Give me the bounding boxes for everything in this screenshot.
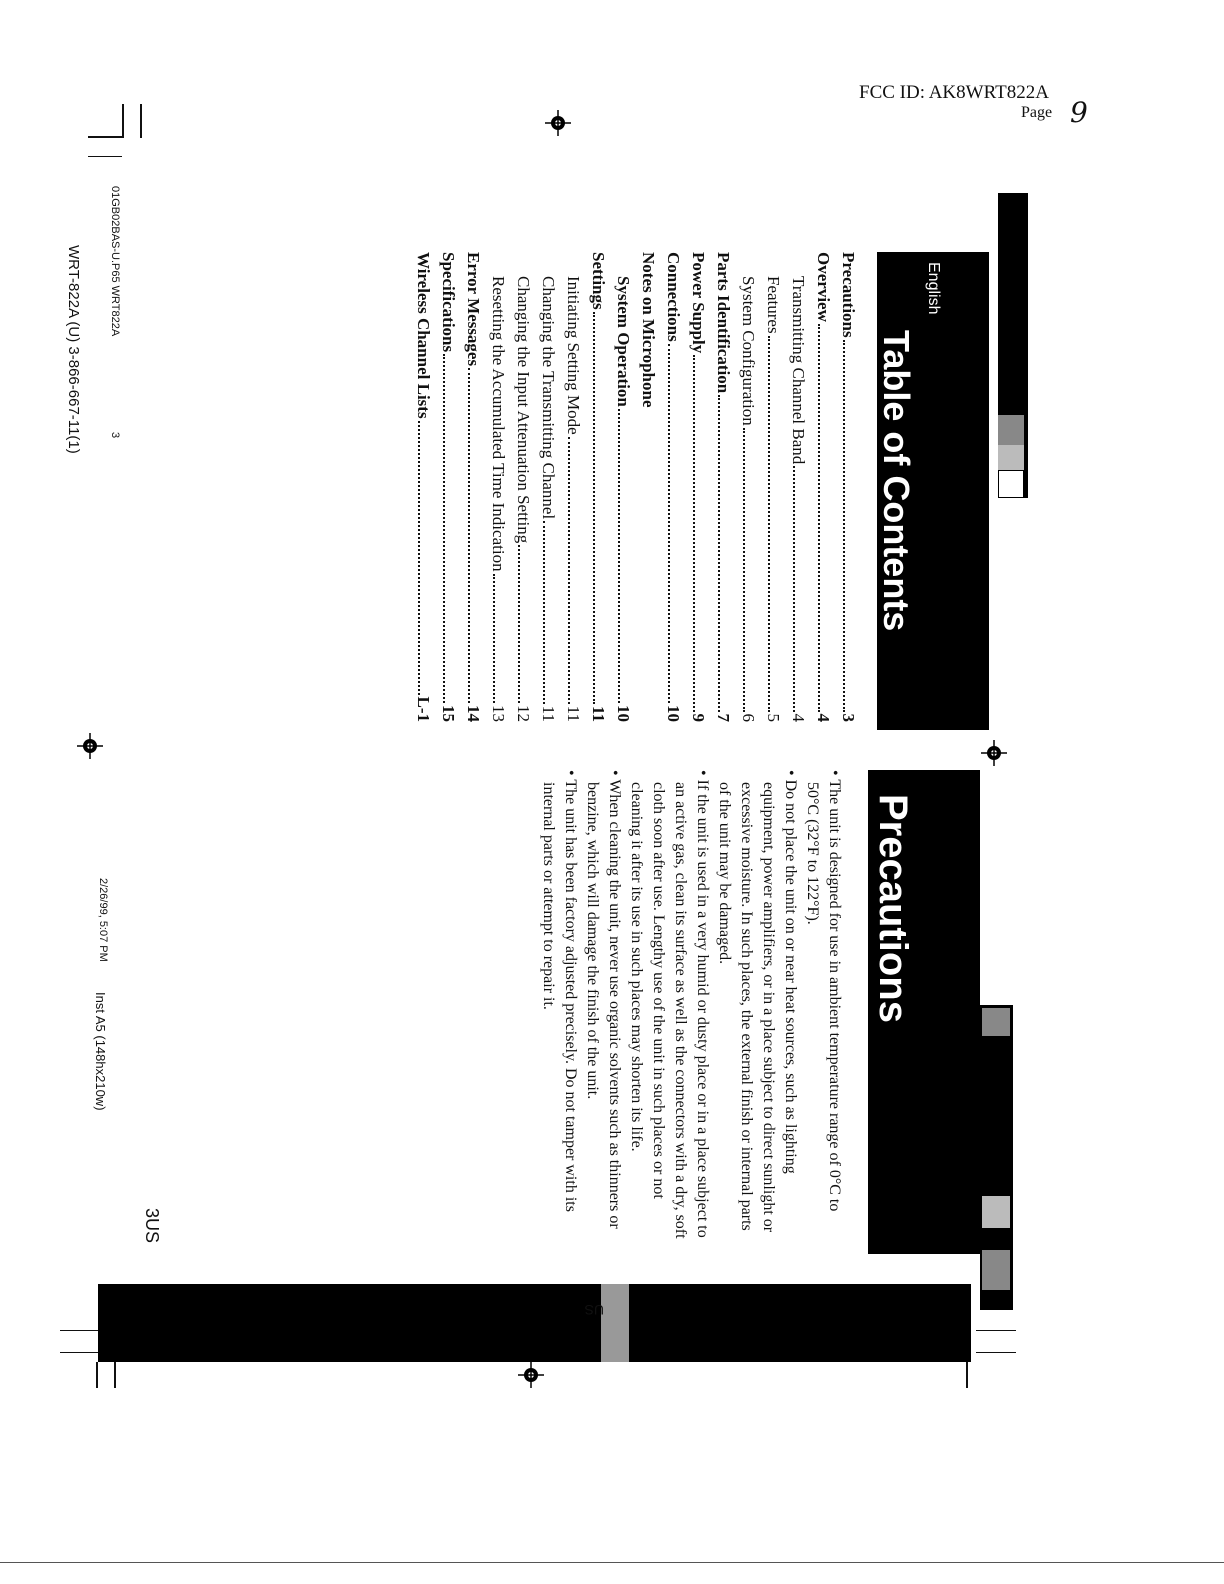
toc-entry-label: Transmitting Channel Band [789,276,808,465]
toc-leader-dots [818,324,820,712]
toc-language-tab: English [925,262,942,315]
toc-entry [708,252,733,722]
toc-leader-dots [718,395,720,711]
toc-list [408,252,858,722]
toc-entry-page: 4 [789,713,808,722]
slug-page: 3 [109,432,121,439]
toc-entry-page: 9 [689,713,708,722]
toc-entry [833,252,858,722]
slug-date: 2/26/99, 5:07 PM [97,878,109,962]
toc-entry-label: Power Supply [689,252,708,354]
toc-leader-dots [693,355,695,711]
toc-leader-dots [468,368,470,703]
toc-leader-dots [743,428,745,712]
toc-leader-dots [793,466,795,711]
slug-file: 01GB02BAS-U.P65 WRT822A [109,186,121,337]
toc-leader-dots [493,574,495,703]
toc-title: Table of Contents [876,330,917,632]
toc-entry-page: 11 [539,705,558,722]
crop-mark [114,1362,116,1388]
toc-entry-label: Error Messages [464,252,483,367]
color-strip-swatch [998,470,1024,498]
crop-mark [966,1362,968,1388]
toc-entry-page: 10 [664,705,683,722]
toc-entry-page: 13 [489,705,508,722]
toc-entry-page: 11 [589,705,608,722]
toc-entry [683,252,708,722]
toc-entry [633,252,658,722]
language-side-bar [98,1284,971,1362]
toc-entry-page: 10 [614,705,633,722]
toc-entry-label: Changing the Transmitting Channel [539,276,558,520]
toc-entry-label: System Operation [614,276,633,407]
slug-format: Inst A5 (148hx210w) [93,992,108,1111]
us-badge [601,1284,629,1362]
toc-entry-label: Specifications [439,252,458,353]
crop-mark [60,1330,100,1331]
toc-leader-dots [843,340,845,712]
color-strip-swatch [998,445,1024,470]
color-strip-swatch [982,1250,1010,1290]
toc-leader-dots [418,421,420,695]
toc-entry-page: 11 [564,705,583,722]
toc-leader-dots [618,409,620,703]
toc-entry-label: Changing the Input Attenuation Setting [514,276,533,544]
toc-leader-dots [593,312,595,704]
color-strip-swatch [998,415,1024,445]
toc-entry [508,252,533,722]
toc-entry-label: Features [764,276,783,334]
toc-entry [608,252,633,722]
toc-entry-label: Settings [589,252,608,310]
crop-mark [976,1352,1016,1353]
precaution-item: • The unit has been factory adjusted precisely. Do not tamper with its internal parts or attempt to repair it. [540,770,579,1212]
toc-leader-dots [668,344,670,703]
crop-mark [140,104,142,138]
toc-entry-label: Connections [664,252,683,342]
toc-leader-dots [568,437,570,704]
slug-model: WRT-822A (U) 3-866-667-11(1) [65,245,82,454]
toc-leader-dots [443,354,445,703]
precaution-item: • Do not place the unit on or near heat sources, such as lighting equipment, power amplifiers, or in a place subject to direct sunlight or excessive moisture. In such places, the external finish or internal parts of the unit may be damaged. [716,770,799,1233]
toc-entry [758,252,783,722]
precaution-item: • When cleaning the unit, never use organic solvents such as thinners or benzine, which will damage the finish of the unit. [584,770,623,1229]
toc-entry [733,252,758,722]
color-strip-swatch [982,1196,1010,1228]
toc-entry [533,252,558,722]
registration-mark-icon [981,740,1007,766]
toc-entry [458,252,483,722]
toc-leader-dots [518,545,520,703]
toc-entry-label: Wireless Channel Lists [414,252,433,419]
toc-entry-page: 5 [764,713,783,722]
toc-entry [583,252,608,722]
toc-entry-page: 7 [714,713,733,722]
toc-entry-label: Resetting the Accumulated Time Indication [489,276,508,572]
toc-entry [483,252,508,722]
toc-entry [408,252,433,722]
precaution-item: • The unit is designed for use in ambient temperature range of 0°C to 50°C (32°F to 122°F). [804,770,843,1212]
crop-mark [60,1352,100,1353]
toc-entry [433,252,458,722]
us-badge-label: US [584,1302,604,1318]
toc-entry-label: Notes on Microphone [639,252,658,408]
crop-mark [0,1562,1224,1563]
toc-leader-dots [768,336,770,712]
color-strip-swatch [982,1008,1010,1036]
registration-mark-icon [545,110,571,136]
page-number: 9 [1070,96,1088,129]
crop-mark [96,1362,98,1388]
toc-entry-page: L-1 [414,696,433,722]
registration-mark-icon [518,1362,544,1388]
toc-entry-label: System Configuration [739,276,758,426]
toc-entry-label: Overview [814,252,833,322]
toc-entry [808,252,833,722]
toc-entry-label: Parts Identification [714,252,733,394]
toc-leader-dots [543,521,545,703]
precautions-title: Precautions [871,794,915,1023]
toc-entry [558,252,583,722]
fcc-id: FCC ID: AK8WRT822A [859,82,1049,103]
toc-entry-label: Precautions [839,252,858,338]
toc-entry [658,252,683,722]
registration-mark-icon [77,733,103,759]
toc-entry-page: 6 [739,713,758,722]
page-code: 3US [142,1208,162,1244]
crop-mark [88,136,122,138]
toc-entry-page: 14 [464,705,483,722]
crop-mark [122,104,124,138]
precautions-body [537,770,845,1240]
toc-entry-page: 15 [439,705,458,722]
toc-entry-page: 4 [814,713,833,722]
toc-entry-page: 3 [839,713,858,722]
precaution-item: • If the unit is used in a very humid or dusty place or in a place subject to an active gas, clean its surface as well as the connectors with a dry, soft cloth soon after use. Lengthy use of the unit in such places or not cleaning it after its use in such places may shorten its life. [628,770,711,1239]
side-bar-language: English [517,1264,590,1286]
toc-entry-page: 12 [514,705,533,722]
page-label: Page [1021,104,1053,121]
crop-mark [976,1330,1016,1331]
crop-mark [88,156,122,157]
toc-entry [783,252,808,722]
toc-entry-label: Initiating Setting Mode [564,276,583,435]
